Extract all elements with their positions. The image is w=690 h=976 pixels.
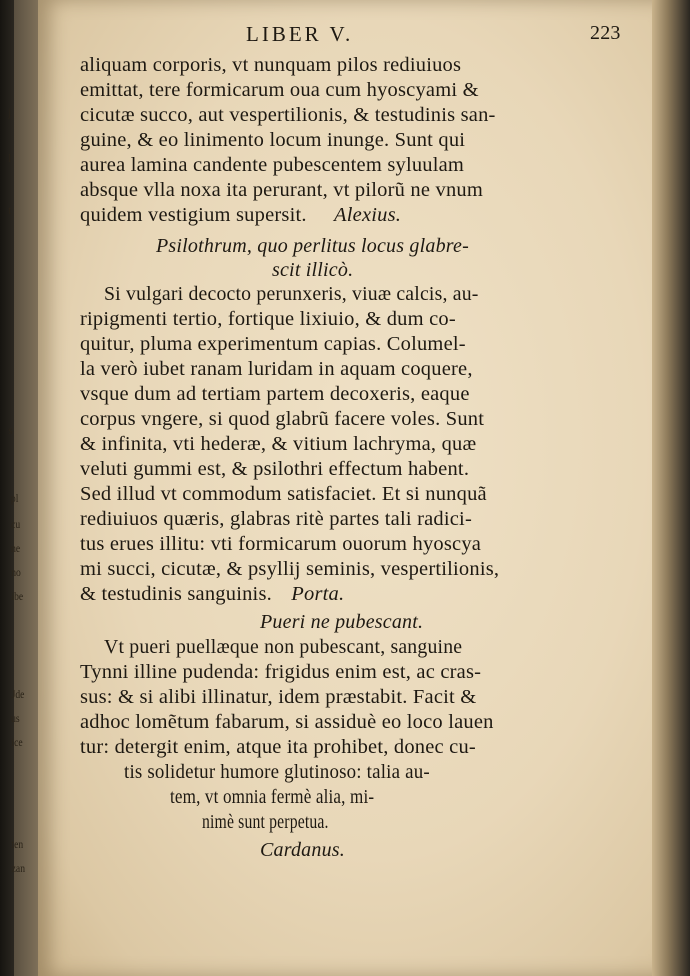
margin-fragment: s — [8, 423, 13, 437]
text-line: guine, & eo linimento locum inunge. Sunt qui — [80, 129, 466, 151]
author-attribution: Alexius. — [334, 204, 402, 226]
text-line: nimè sunt perpetua. — [202, 811, 329, 833]
text-line: Tynni illine pudenda: frigidus enim est, ac cras- — [80, 661, 482, 683]
section-heading-continued: scit illicò. — [272, 259, 354, 281]
margin-fragment: j — [8, 105, 12, 119]
running-title: LIBER V. — [246, 22, 354, 46]
page-header — [38, 22, 658, 50]
text-line: tis solidetur humore glutinoso: talia au- — [124, 761, 430, 783]
text-line: emittat, tere formicarum oua cum hyoscyami & — [80, 79, 479, 101]
margin-fragment: ne — [11, 541, 21, 555]
text-line: Si vulgari decocto perunxeris, viuæ calcis, au- — [104, 283, 479, 305]
text-line: mi succi, cicutæ, & psyllij seminis, vespertilionis, — [80, 558, 500, 580]
text-line-last — [80, 582, 580, 607]
text-line: ripigmenti tertio, fortique lixiuio, & dum co- — [80, 308, 456, 330]
text-line: aliquam corporis, vt nunquam pilos rediuiuos — [80, 54, 462, 76]
text-line-last — [80, 203, 580, 228]
text-line: Vt pueri puellæque non pubescant, sanguine — [104, 636, 463, 658]
section-heading: Pueri ne pubescant. — [260, 611, 424, 633]
text-line: absque vlla noxa ita perurant, vt pilorũ ne vnum — [80, 179, 483, 201]
page-number: 223 — [590, 22, 621, 44]
author-attribution: Cardanus. — [260, 839, 345, 861]
margin-fragment: pl — [10, 491, 19, 505]
text-line: tus erues illitu: vti formicarum ouorum hyoscya — [80, 533, 482, 555]
text-line: adhoc lomẽtum fabarum, si assiduè eo loco lauen — [80, 711, 494, 733]
text-line: aurea lamina candente pubescentem syluulam — [80, 154, 465, 176]
text-line: vsque dum ad tertiam partem decoxeris, eaque — [80, 383, 470, 405]
margin-fragment: us — [11, 711, 20, 725]
text-line: & infinita, vti hederæ, & vitium lachryma, quæ — [80, 433, 477, 455]
text-line-fragment: quidem vestigium supersit. — [80, 204, 307, 226]
section-heading: Psilothrum, quo perlitus locus glabre- — [156, 235, 469, 257]
margin-fragment: Jde — [11, 687, 25, 701]
text-line: corpus vngere, si quod glabrũ facere voles. Sunt — [80, 408, 485, 430]
text-line: sus: & si alibi illinatur, idem præstabit. Facit & — [80, 686, 477, 708]
text-line: quitur, pluma experimentum capias. Columel- — [80, 333, 466, 355]
text-line-fragment: & testudinis sanguinis. — [80, 583, 272, 605]
margin-fragment: ten — [11, 837, 24, 851]
margin-fragment: no — [11, 565, 21, 579]
margin-fragment: cu — [11, 517, 21, 531]
text-line: veluti gummi est, & psilothri effectum habent. — [80, 458, 470, 480]
text-line: rediuiuos quæris, glabras ritè partes tali radici- — [80, 508, 472, 530]
text-line: tem, vt omnia fermè alia, mi- — [170, 786, 375, 808]
margin-fragment: l — [8, 151, 12, 165]
text-line: cicutæ succo, aut vespertilionis, & testudinis san- — [80, 104, 496, 126]
text-line: tur: detergit enim, atque ita prohibet, donec cu- — [80, 736, 476, 758]
margin-fragment: ice — [11, 735, 23, 749]
page-edge-right — [652, 0, 690, 976]
author-attribution: Porta. — [291, 583, 345, 605]
margin-fragment: t — [8, 203, 12, 217]
book-page — [38, 0, 658, 976]
margin-fragment: ibe — [11, 589, 24, 603]
margin-fragment: zan — [11, 861, 25, 875]
text-line: Sed illud vt commodum satisfaciet. Et si nunquã — [80, 483, 487, 505]
text-line: la verò iubet ranam luridam in aquam coquere, — [80, 358, 473, 380]
